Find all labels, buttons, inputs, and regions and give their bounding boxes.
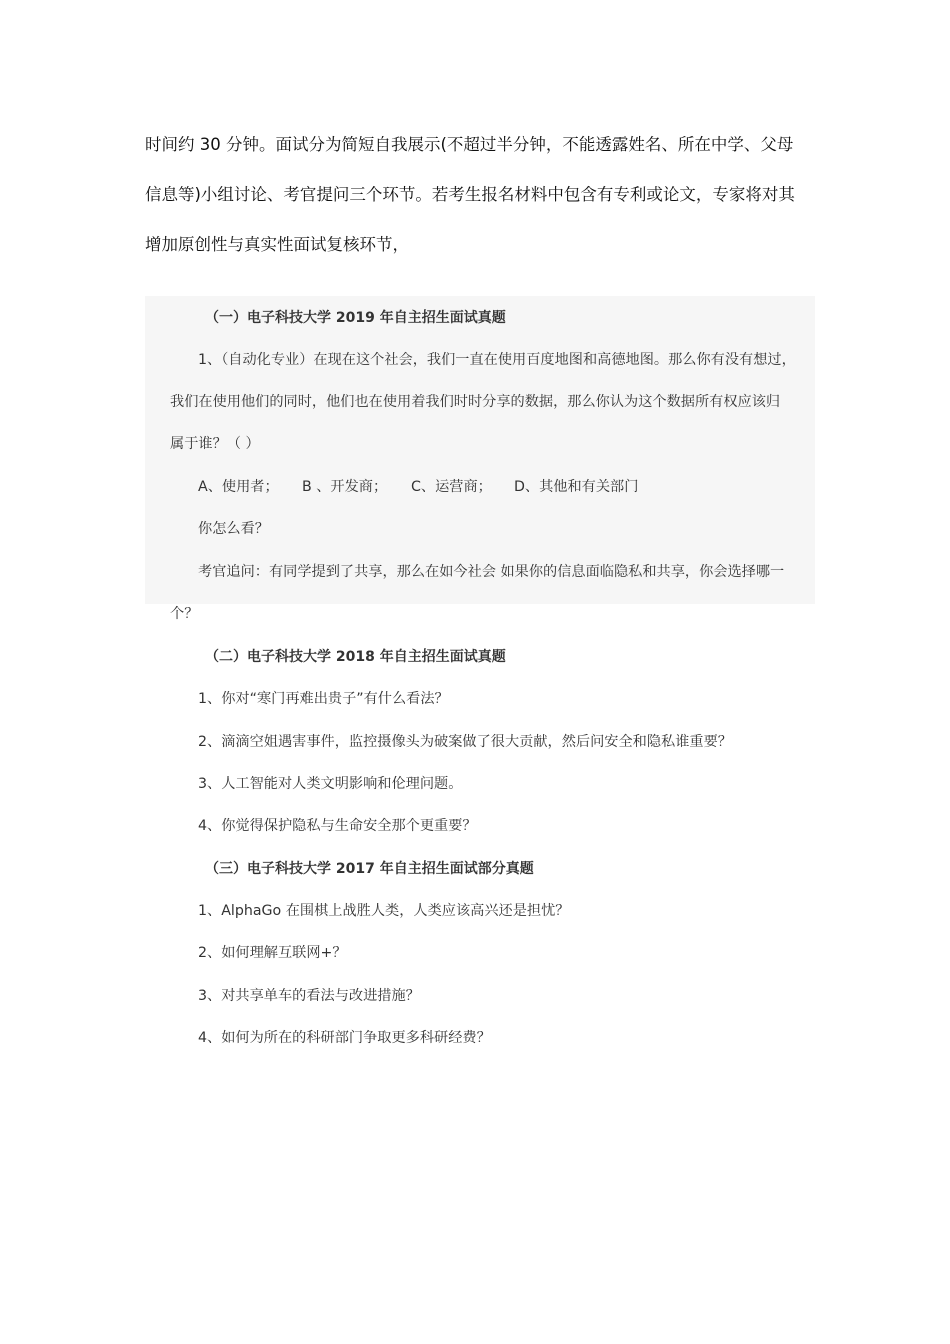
intro-line: 增加原创性与真实性面试复核环节， <box>145 235 409 254</box>
list-item: 4、如何为所在的科研部门争取更多科研经费？ <box>198 1030 491 1046</box>
intro-line: 信息等)小组讨论、考官提问三个环节。若考生报名材料中包含有专利或论文，专家将对其 <box>145 185 795 204</box>
section-heading-2018: （二）电子科技大学 2018 年自主招生面试真题 <box>205 649 506 665</box>
list-item: 3、对共享单车的看法与改进措施？ <box>198 988 420 1004</box>
list-item: 1、AlphaGo 在围棋上战胜人类，人类应该高兴还是担忧？ <box>198 903 570 919</box>
option-d: D、其他和有关部门 <box>514 479 639 495</box>
list-item: 2、滴滴空姐遇害事件，监控摄像头为破案做了很大贡献，然后问安全和隐私谁重要？ <box>198 734 732 750</box>
option-a: A、使用者； <box>198 479 279 495</box>
section-heading-2017: （三）电子科技大学 2017 年自主招生面试部分真题 <box>205 861 534 877</box>
option-b: B 、开发商； <box>302 479 388 495</box>
examiner-followup-line: 个？ <box>170 606 199 622</box>
intro-line: 时间约 30 分钟。面试分为简短自我展示(不超过半分钟，不能透露姓名、所在中学、父母 <box>145 135 794 154</box>
follow-question: 你怎么看？ <box>198 521 269 537</box>
list-item: 4、你觉得保护隐私与生命安全那个更重要？ <box>198 818 477 834</box>
option-c: C、运营商； <box>411 479 492 495</box>
list-item: 3、人工智能对人类文明影响和伦理问题。 <box>198 776 463 792</box>
examiner-followup-line: 考官追问：有同学提到了共享，那么在如今社会 如果你的信息面临隐私和共享，你会选择哪一 <box>198 564 785 580</box>
question-line: 属于谁？（ ） <box>170 436 260 452</box>
question-line: 我们在使用他们的同时，他们也在使用着我们时时分享的数据，那么你认为这个数据所有权应该归 <box>170 394 781 410</box>
question-line: 1、（自动化专业）在现在这个社会，我们一直在使用百度地图和高德地图。那么你有没有想过， <box>198 352 796 368</box>
section-heading-2019: （一）电子科技大学 2019 年自主招生面试真题 <box>205 310 506 326</box>
list-item: 2、如何理解互联网+？ <box>198 945 347 961</box>
list-item: 1、你对“寒门再难出贵子”有什么看法？ <box>198 691 449 707</box>
